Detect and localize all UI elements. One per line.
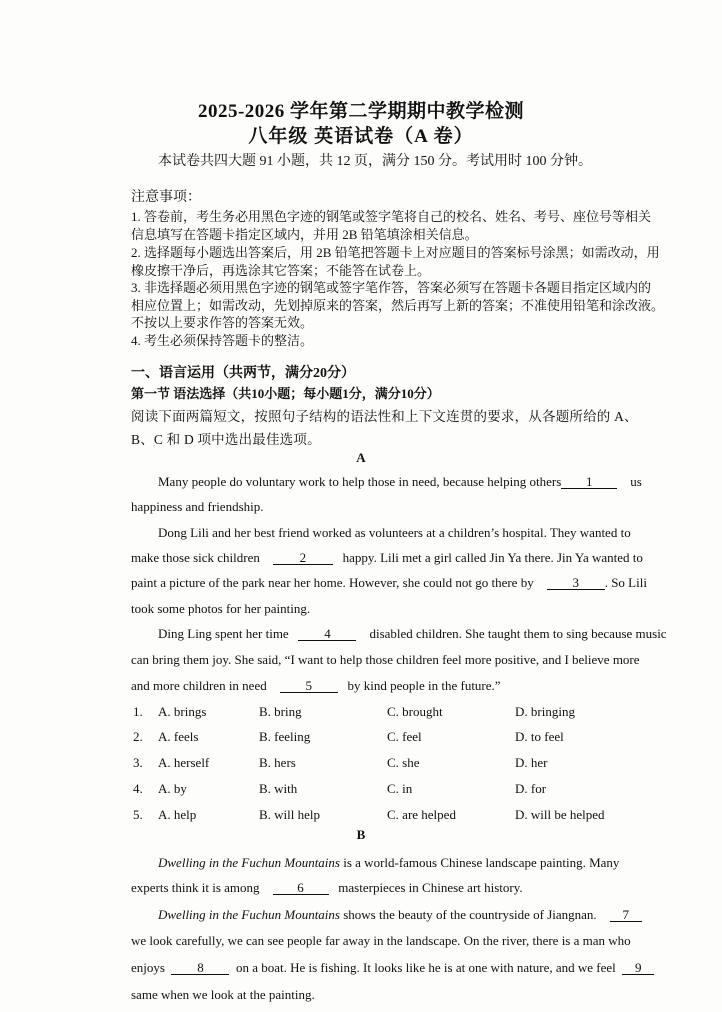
note-line: 相应位置上；如需改动，先划掉原来的答案，然后再写上新的答案；不准使用铅笔和涂改液。 — [131, 298, 665, 313]
passage-line: Ding Ling spent her time 4 disabled children. She taught them to sing because music — [158, 626, 667, 641]
exam-subtitle: 八年级 英语试卷（A 卷） — [248, 126, 474, 147]
option-a: A. feels — [158, 729, 199, 744]
passage-line: Dwelling in the Fuchun Mountains shows the beauty of the countryside of Jiangnan. 7 — [158, 907, 642, 923]
note-line: 2. 选择题每小题选出答案后，用 2B 铅笔把答题卡上对应题目的答案标号涂黑；如需改动，用 — [131, 245, 660, 260]
question-number: 3. — [133, 755, 143, 770]
blank-2: 2 — [273, 551, 333, 565]
painting-title: Dwelling in the Fuchun Mountains — [158, 855, 340, 870]
option-b: B. hers — [259, 755, 296, 770]
option-c: C. are helped — [387, 807, 456, 822]
blank-1: 1 — [561, 475, 617, 489]
option-b: B. bring — [259, 704, 302, 719]
passage-line: enjoys 8 on a boat. He is fishing. It looks like he is at one with nature, and we feel 9 — [131, 960, 654, 976]
painting-title: Dwelling in the Fuchun Mountains — [158, 907, 340, 922]
blank-5: 5 — [280, 679, 338, 693]
option-b: B. with — [259, 781, 298, 796]
question-row — [0, 704, 722, 724]
blank-6: 6 — [273, 881, 329, 895]
instruction-line: B、C 和 D 项中选出最佳选项。 — [131, 432, 321, 447]
question-row — [0, 807, 722, 827]
exam-title: 2025-2026 学年第二学期期中教学检测 — [197, 101, 525, 122]
option-c: C. in — [387, 781, 413, 796]
note-line: 1. 答卷前，考生务必用黑色字迹的钢笔或签字笔将自己的校名、姓名、考号、座位号等相关 — [131, 209, 652, 224]
option-a: A. herself — [158, 755, 210, 770]
passage-a-label: A — [356, 450, 366, 465]
option-d: D. will be helped — [515, 807, 605, 822]
note-line: 3. 非选择题必须用黑色字迹的钢笔或签字笔作答，答案必须写在答题卡各题目指定区域内的 — [131, 280, 652, 295]
option-d: D. to feel — [515, 729, 564, 744]
note-line: 信息填写在答题卡指定区域内，并用 2B 铅笔填涂相关信息。 — [131, 227, 478, 242]
notes-heading: 注意事项： — [131, 190, 201, 205]
passage-line: paint a picture of the park near her home. However, she could not go there by 3 . So Lili — [131, 575, 647, 590]
question-number: 2. — [133, 729, 143, 744]
note-line: 橡皮擦干净后，再选涂其它答案；不能答在试卷上。 — [131, 263, 431, 278]
passage-line: took some photos for her painting. — [131, 601, 311, 616]
passage-line: can bring them joy. She said, “I want to help those children feel more positive, and I believe more — [131, 652, 640, 667]
passage-line: experts think it is among 6 masterpieces in Chinese art history. — [131, 880, 523, 895]
note-line: 不按以上要求作答的答案无效。 — [131, 315, 314, 330]
instruction-line: 阅读下面两篇短文，按照句子结构的语法性和上下文连贯的要求，从各题所给的 A、 — [131, 409, 638, 424]
passage-line: make those sick children 2 happy. Lili met a girl called Jin Ya there. Jin Ya wanted to — [131, 550, 643, 565]
passage-line: Many people do voluntary work to help those in need, because helping others 1 us — [158, 474, 642, 489]
question-row — [0, 729, 722, 749]
option-a: A. brings — [158, 704, 207, 719]
passage-line: same when we look at the painting. — [131, 987, 315, 1002]
option-a: A. by — [158, 781, 187, 796]
option-c: C. brought — [387, 704, 443, 719]
question-number: 4. — [133, 781, 143, 796]
blank-7: 7 — [610, 908, 642, 922]
option-b: B. feeling — [259, 729, 311, 744]
passage-line: Dwelling in the Fuchun Mountains is a world-famous Chinese landscape painting. Many — [158, 855, 620, 870]
blank-4: 4 — [298, 627, 356, 641]
passage-line: we look carefully, we can see people far away in the landscape. On the river, there is a man who — [131, 933, 631, 948]
passage-line: happiness and friendship. — [131, 499, 264, 514]
option-b: B. will help — [259, 807, 321, 822]
passage-b-label: B — [356, 827, 366, 842]
blank-9: 9 — [622, 961, 654, 975]
exam-intro: 本试卷共四大题 91 小题，共 12 页，满分 150 分。考试用时 100 分钟。 — [158, 154, 592, 169]
question-row — [0, 755, 722, 775]
note-line: 4. 考生必须保持答题卡的整洁。 — [131, 333, 314, 348]
option-c: C. feel — [387, 729, 422, 744]
option-d: D. bringing — [515, 704, 575, 719]
passage-line: Dong Lili and her best friend worked as volunteers at a children’s hospital. They wanted to — [158, 525, 631, 540]
option-d: D. for — [515, 781, 547, 796]
passage-line: and more children in need 5 by kind people in the future.” — [131, 678, 501, 693]
blank-3: 3 — [547, 576, 605, 590]
option-a: A. help — [158, 807, 197, 822]
option-c: C. she — [387, 755, 420, 770]
question-number: 5. — [133, 807, 143, 822]
option-d: D. her — [515, 755, 548, 770]
section-heading: 一、语言运用（共两节，满分20分） — [131, 366, 355, 381]
question-row — [0, 781, 722, 801]
section-part-heading: 第一节 语法选择（共10小题；每小题1分，满分10分） — [131, 386, 440, 401]
question-number: 1. — [133, 704, 143, 719]
blank-8: 8 — [171, 961, 229, 975]
